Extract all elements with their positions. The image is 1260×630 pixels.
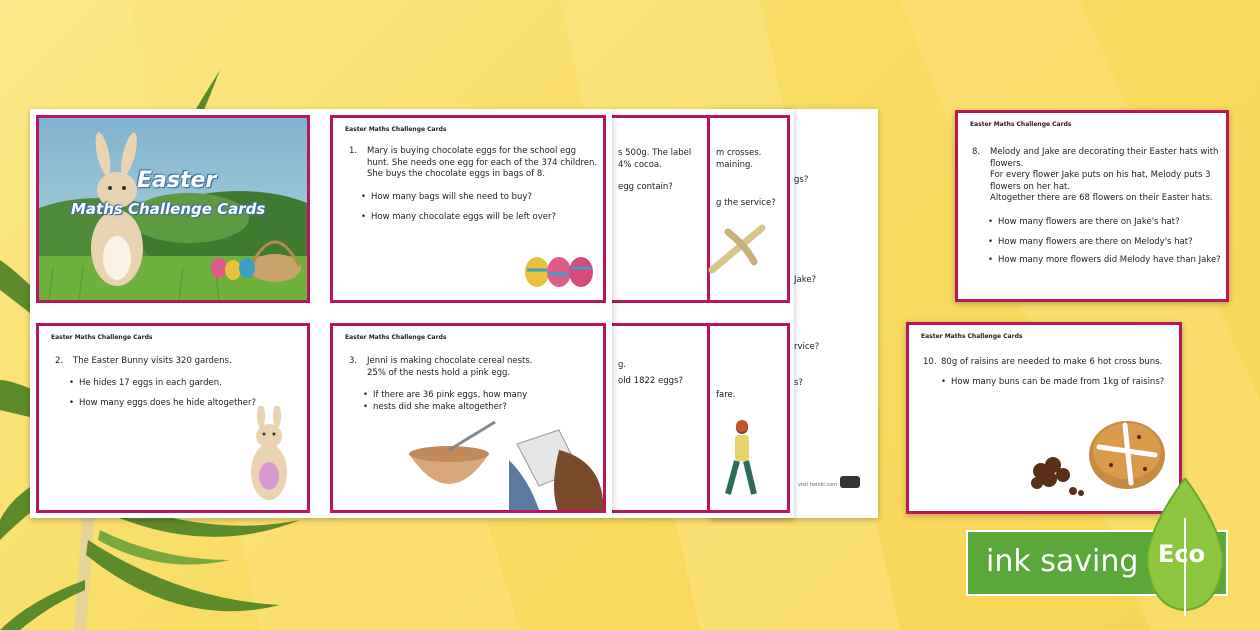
card-header: Easter Maths Challenge Cards <box>970 121 1072 128</box>
bullet-item: • How many chocolate eggs will be left over? <box>371 212 556 222</box>
card-header: Easter Maths Challenge Cards <box>345 126 447 133</box>
question-line: flowers. <box>990 158 1024 169</box>
bullet-item: • He hides 17 eggs in each garden. <box>79 378 222 388</box>
card-header: Easter Maths Challenge Cards <box>921 333 1023 340</box>
bullet-item: • If there are 36 pink eggs, how many <box>373 390 527 400</box>
question-number: 2. <box>55 356 64 366</box>
question-text <box>55 356 305 368</box>
fragment-text: old 1822 eggs? <box>618 376 683 386</box>
fragment-text: Jake? <box>794 275 817 285</box>
fragment-text: egg contain? <box>618 182 673 192</box>
challenge-card-1 <box>330 115 606 303</box>
back-card-b <box>612 323 710 513</box>
bullet-item: • How many flowers are there on Jake's hat? <box>998 217 1180 227</box>
question-number: 3. <box>349 356 358 366</box>
cover-card <box>36 115 310 303</box>
walking-person-illustration <box>722 420 762 500</box>
question-line: Jenni is making chocolate cereal nests. <box>367 356 533 366</box>
question-line: 80g of raisins are needed to make 6 hot cross buns. <box>941 357 1163 367</box>
fragment-text: s? <box>794 378 803 388</box>
bullet-item-continued: • nests did she make altogether? <box>373 402 507 412</box>
bunny-illustration <box>239 406 299 504</box>
question-line: The Easter Bunny visits 320 gardens. <box>73 356 232 366</box>
bullet-item: • How many eggs does he hide altogether? <box>79 398 256 408</box>
challenge-card-3 <box>330 323 606 513</box>
question-line: flowers on her hat. <box>990 181 1071 192</box>
question-number: 8. <box>972 147 981 157</box>
card-header: Easter Maths Challenge Cards <box>345 334 447 341</box>
eco-label: Eco <box>1158 540 1206 568</box>
challenge-card-2 <box>36 323 310 513</box>
question-line: Melody and Jake are decorating their Easter hats with <box>990 147 1219 157</box>
bullet-item: • How many buns can be made from 1kg of raisins? <box>951 377 1164 387</box>
fragment-text: maining. <box>716 160 754 170</box>
fragment-text: g. <box>618 360 627 370</box>
question-number: 1. <box>349 146 358 156</box>
question-line: Altogether there are 68 flowers on their Easter hats. <box>990 193 1213 203</box>
question-text <box>349 356 599 379</box>
cross-ribbon-illustration <box>706 222 770 274</box>
question-text <box>349 146 599 181</box>
question-text <box>923 357 1179 369</box>
fragment-text: gs? <box>794 175 809 185</box>
question-line: She buys the chocolate eggs in bags of 8. <box>367 169 546 179</box>
back-card-a <box>612 115 710 303</box>
fragment-text: rvice? <box>794 342 820 352</box>
easter-eggs-illustration <box>523 254 595 290</box>
bullet-item: • How many more flowers did Melody have than Jake? <box>998 255 1221 265</box>
twinkl-logo <box>840 476 860 488</box>
question-line: 25% of the nests hold a pink egg. <box>367 367 511 378</box>
question-number: 10. <box>923 357 937 367</box>
fragment-text: fare. <box>716 390 736 400</box>
fragment-text: g the service? <box>716 198 776 208</box>
back-card-c <box>710 115 790 303</box>
ink-saving-label: ink saving <box>986 544 1139 579</box>
cover-title: Easter <box>137 168 217 193</box>
bullet-item: • How many bags will she need to buy? <box>371 192 532 202</box>
challenge-card-8 <box>955 110 1229 302</box>
fragment-text: 4% cocoa. <box>618 160 662 170</box>
fragment-text: m crosses. <box>716 148 762 158</box>
mixing-bowl-illustration <box>409 420 603 513</box>
challenge-card-10 <box>906 322 1182 514</box>
question-line: hunt. She needs one egg for each of the 374 children. <box>367 157 598 168</box>
cover-subtitle: Maths Challenge Cards <box>71 200 266 218</box>
fragment-text: s 500g. The label <box>618 148 692 158</box>
footer-url: visit twinkl.com <box>798 482 838 488</box>
bullet-item: • How many flowers are there on Melody's hat? <box>998 237 1193 247</box>
question-text <box>972 147 1228 205</box>
question-line: Mary is buying chocolate eggs for the school egg <box>367 146 577 156</box>
card-header: Easter Maths Challenge Cards <box>51 334 153 341</box>
question-line: For every flower Jake puts on his hat, Melody puts 3 <box>990 170 1211 180</box>
